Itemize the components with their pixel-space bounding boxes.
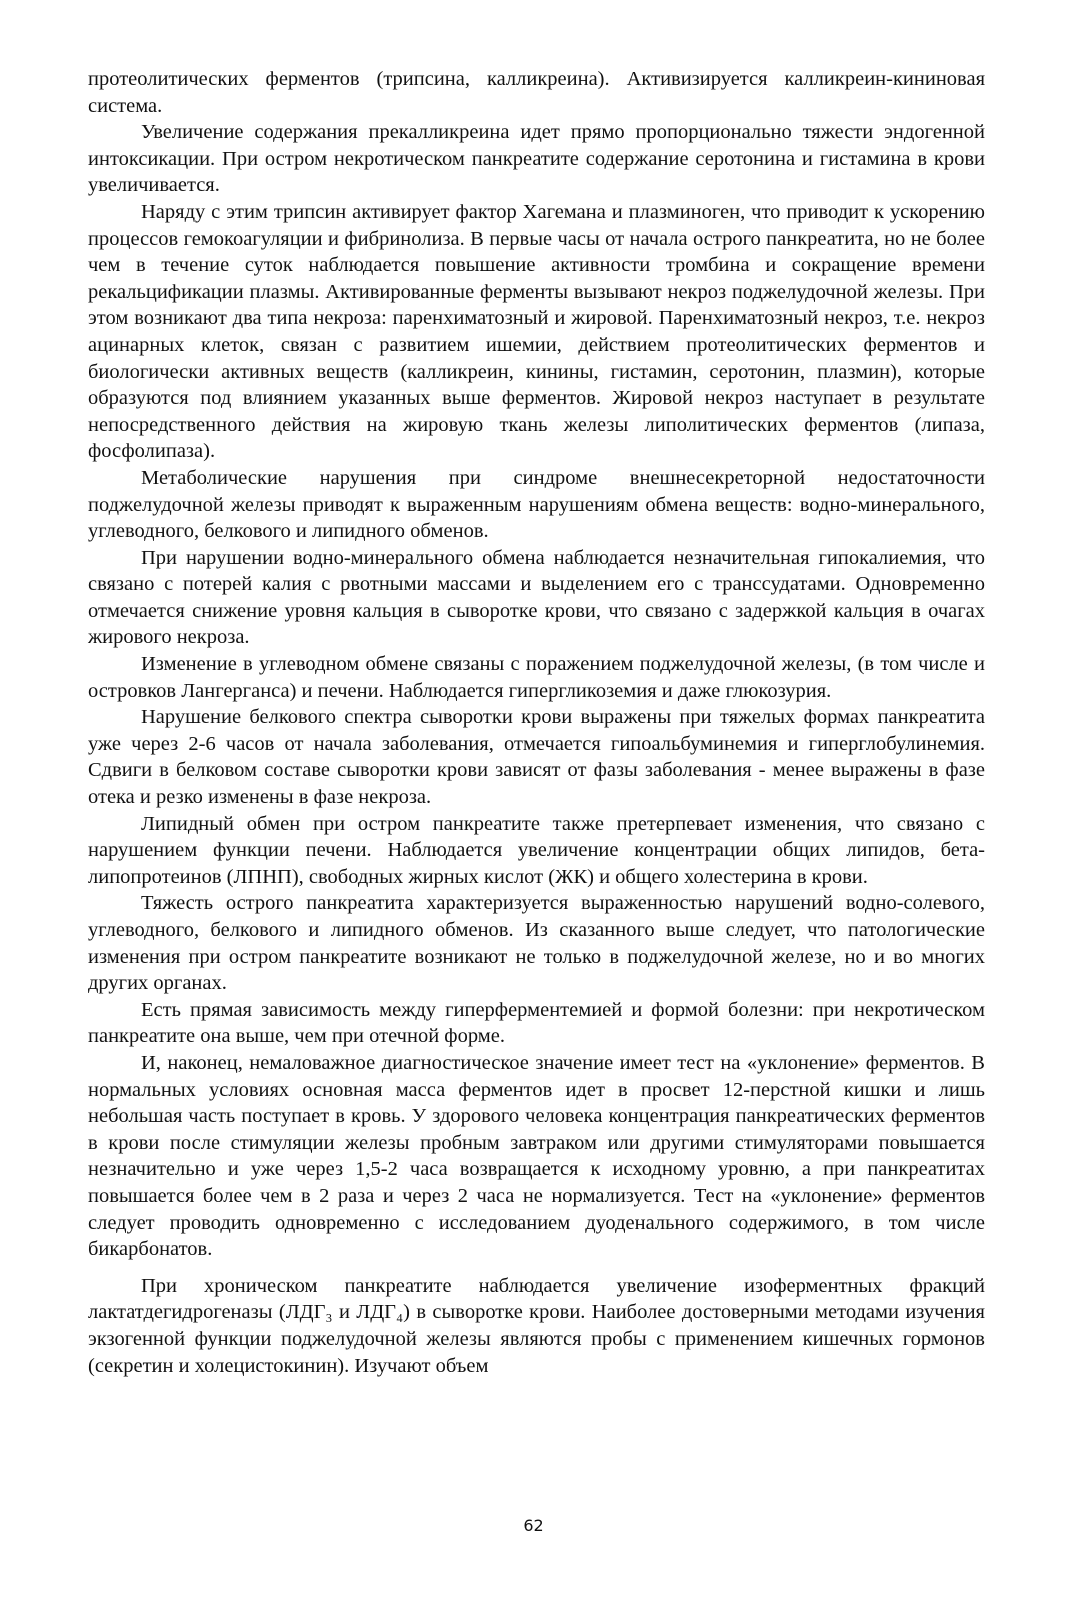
- paragraph: Изменение в углеводном обмене связаны с поражением поджелудочной железы, (в том числе и островков Лангерганса) и печени. Наблюдается гипергликоземия и даже глюкозурия.: [88, 653, 985, 702]
- paragraph: Липидный обмен при остром панкреатите также претерпевает изменения, что связано с нарушением функции печени. Наблюдается увеличение концентрации общих липидов, бета-липопротеинов (ЛПНП), свободных жирных кислот (ЖК) и общего холестерина в крови.: [88, 812, 985, 888]
- paragraph: Увеличение содержания прекалликреина идет прямо пропорционально тяжести эндогенной интоксикации. При остром некротическом панкреатите содержание серотонина и гистамина в крови увеличивается.: [88, 121, 985, 197]
- paragraph: протеолитических ферментов (трипсина, калликреина). Активизируется калликреин-кининовая система.: [88, 68, 985, 117]
- paragraph: Метаболические нарушения при синдроме внешнесекреторной недостаточности поджелудочной железы приводят к выраженным нарушениям обмена веществ: водно-минерального, углеводного, белкового и липидного обменов.: [88, 466, 985, 543]
- paragraph: И, наконец, немаловажное диагностическое значение имеет тест на «уклонение» ферментов. В нормальных условиях основная масса ферментов идет в просвет 12-перстной кишки и лишь небольшая часть поступает в кровь. У здорового человека концентрация панкреатических ферментов в крови после стимуляции железы пробным завтраком или другими стимуляторами повышается незначительно и уже через 1,5-2 часа возвращается к исходному уровню, а при панкреатитах повышается более чем в 2 раза и через 2 часа не нормализуется. Тест на «уклонение» ферментов следует проводить одновременно с исследованием дуоденального содержимого, в том числе бикарбонатов.: [88, 1051, 985, 1261]
- paragraph: Тяжесть острого панкреатита характеризуется выраженностью нарушений водно-солевого, углеводного, белкового и липидного обменов. Из сказанного выше следует, что патологические изменения при остром панкреатите возникают не только в поджелудочной железе, но и во многих других органах.: [88, 892, 985, 995]
- paragraph: При хроническом панкреатите наблюдается увеличение изоферментных фракций лактатдегидрогеназы (ЛДГ₃ и ЛДГ₄) в сыворотке крови. Наиболее достоверными методами изучения экзогенной функции поджелудочной железы являются пробы с применением кишечных гормонов (секретин и холецистокинин). Изучают объем: [88, 1274, 985, 1377]
- paragraph: Есть прямая зависимость между гиперферментемией и формой болезни: при некротическом панкреатите она выше, чем при отечной форме.: [88, 998, 985, 1048]
- page-number: 62: [523, 1516, 544, 1535]
- body-text: [88, 66, 985, 1379]
- paragraph: При нарушении водно-минерального обмена наблюдается незначительная гипокалиемия, что связано с потерей калия с рвотными массами и выделением его с транссудатами. Одновременно отмечается снижение уровня кальция в сыворотке крови, что связано с задержкой кальция в очагах жирового некроза.: [88, 546, 985, 649]
- paragraph: Наряду с этим трипсин активирует фактор Хагемана и плазминоген, что приводит к ускорению процессов гемокоагуляции и фибринолиза. В первые часы от начала острого панкреатита, но не более чем в течение суток наблюдается повышение активности тромбина и сокращение времени рекальцификации плазмы. Активированные ферменты вызывают некроз поджелудочной железы. При этом возникают два типа некроза: паренхиматозный и жировой. Паренхиматозный некроз, т.е. некроз ацинарных клеток, связан с развитием ишемии, действием протеолитических ферментов и биологически активных веществ (калликреин, кинины, гистамин, серотонин, плазмин), которые образуются под влиянием указанных выше ферментов. Жировой некроз наступает в результате непосредственного действия на жировую ткань железы липолитических ферментов (липаза, фосфолипаза).: [88, 200, 985, 463]
- paragraph: Нарушение белкового спектра сыворотки крови выражены при тяжелых формах панкреатита уже через 2-6 часов от начала заболевания, отмечается гипоальбуминемия и гиперглобулинемия. Сдвиги в белковом составе сыворотки крови зависят от фазы заболевания - менее выражены в фазе отека и резко изменены в фазе некроза.: [88, 706, 985, 809]
